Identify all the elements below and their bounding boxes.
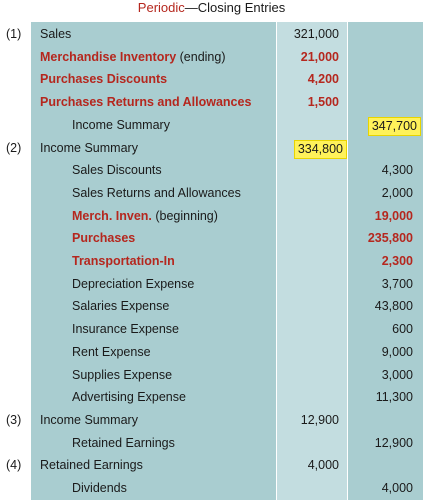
account-title: Transportation-In xyxy=(72,254,175,268)
account-name xyxy=(72,205,218,228)
title-closing-entries: —Closing Entries xyxy=(184,0,286,15)
account-name xyxy=(72,114,170,137)
account-title: Retained Earnings xyxy=(72,435,175,450)
journal-row xyxy=(0,227,423,250)
journal-row xyxy=(0,364,423,387)
debit-amount xyxy=(285,137,347,161)
account-title: Supplies Expense xyxy=(72,367,173,382)
journal-row xyxy=(0,477,423,500)
account-title: Rent Expense xyxy=(72,344,151,359)
debit-amount: 4,200 xyxy=(307,72,339,87)
highlighted-total: 334,800 xyxy=(294,140,347,159)
credit-amount: 2,300 xyxy=(381,254,413,268)
account-name xyxy=(72,250,175,273)
credit-amount: 11,300 xyxy=(375,390,413,405)
journal-row xyxy=(0,432,423,455)
journal-row xyxy=(0,205,423,228)
account-title: Advertising Expense xyxy=(72,390,186,405)
journal-row xyxy=(0,114,423,137)
account-title: Insurance Expense xyxy=(72,322,180,337)
highlighted-total: 347,700 xyxy=(368,117,421,136)
account-qualifier: (beginning) xyxy=(151,208,218,223)
account-title: Purchases Discounts xyxy=(40,72,168,87)
account-name xyxy=(72,364,172,387)
account-title: Sales Discounts xyxy=(72,163,162,178)
account-name xyxy=(40,454,143,477)
title-periodic: Periodic xyxy=(137,0,185,15)
debit-amount: 4,000 xyxy=(307,458,339,473)
journal-row xyxy=(0,409,423,432)
account-name xyxy=(72,341,151,364)
account-name xyxy=(40,91,251,114)
journal-row xyxy=(0,454,423,477)
account-name xyxy=(72,159,162,182)
account-title: Income Summary xyxy=(40,412,138,427)
journal-row xyxy=(0,137,423,160)
debit-amount: 321,000 xyxy=(293,27,339,41)
account-name xyxy=(72,227,135,250)
credit-amount: 3,700 xyxy=(381,276,413,291)
credit-amount: 2,000 xyxy=(381,185,413,200)
account-name xyxy=(40,23,71,46)
credit-amount: 600 xyxy=(392,322,413,337)
entry-number: (3) xyxy=(6,412,22,427)
account-name xyxy=(40,137,138,160)
account-name xyxy=(72,386,186,409)
credit-amount: 43,800 xyxy=(374,299,413,314)
account-title: Income Summary xyxy=(72,117,170,132)
journal-row xyxy=(0,341,423,364)
account-title: Purchases Returns and Allowances xyxy=(40,95,252,110)
account-name xyxy=(72,273,194,296)
account-title: Depreciation Expense xyxy=(72,276,195,291)
account-title: Salaries Expense xyxy=(72,299,170,314)
account-name xyxy=(72,432,175,455)
journal-row xyxy=(0,46,423,69)
page-title xyxy=(0,0,423,20)
account-name xyxy=(72,477,127,500)
entry-number: (4) xyxy=(6,458,22,473)
credit-amount: 4,000 xyxy=(381,481,413,495)
account-name xyxy=(40,68,167,91)
entry-number: (1) xyxy=(6,27,22,41)
journal-row xyxy=(0,68,423,91)
credit-amount: 3,000 xyxy=(381,367,413,382)
account-title: Merch. Inven. xyxy=(72,208,152,223)
debit-amount: 1,500 xyxy=(307,95,339,110)
account-title: Sales xyxy=(40,27,72,41)
journal-row xyxy=(0,91,423,114)
account-name xyxy=(72,295,169,318)
account-qualifier: (ending) xyxy=(176,49,226,64)
journal-row xyxy=(0,23,423,46)
account-title: Retained Earnings xyxy=(40,458,143,473)
journal-row xyxy=(0,273,423,296)
debit-amount: 12,900 xyxy=(300,412,339,427)
journal-row xyxy=(0,386,423,409)
journal-row xyxy=(0,295,423,318)
credit-amount: 12,900 xyxy=(374,435,413,450)
entry-number: (2) xyxy=(6,140,22,155)
account-name xyxy=(40,409,138,432)
journal-row xyxy=(0,159,423,182)
account-name xyxy=(72,318,179,341)
account-title: Purchases xyxy=(72,231,136,246)
account-name xyxy=(72,182,241,205)
credit-amount: 9,000 xyxy=(381,344,413,359)
account-title: Sales Returns and Allowances xyxy=(72,185,241,200)
debit-amount: 21,000 xyxy=(300,49,339,64)
credit-amount: 235,800 xyxy=(367,231,413,246)
account-title: Dividends xyxy=(72,481,127,495)
credit-amount: 4,300 xyxy=(381,163,413,178)
journal-row xyxy=(0,318,423,341)
credit-amount: 19,000 xyxy=(374,208,413,223)
journal-row xyxy=(0,182,423,205)
journal-row xyxy=(0,250,423,273)
account-title: Income Summary xyxy=(40,140,138,155)
credit-amount xyxy=(355,114,421,138)
account-title: Merchandise Inventory xyxy=(40,49,177,64)
account-name xyxy=(40,46,226,69)
